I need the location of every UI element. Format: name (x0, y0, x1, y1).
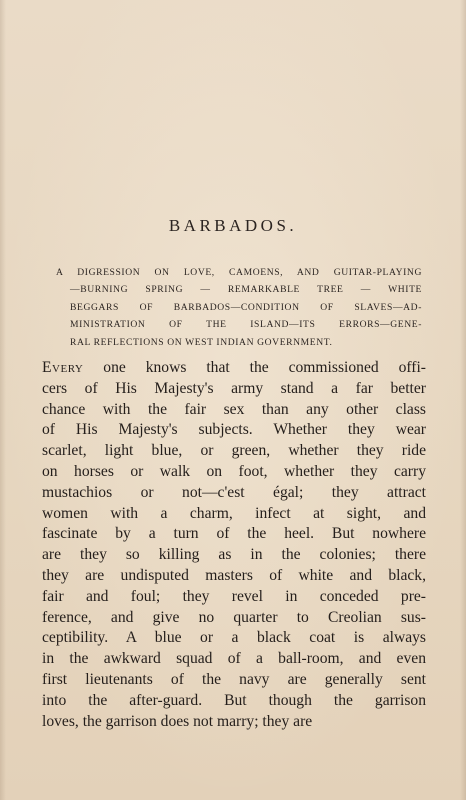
body-line-rest: one knows that the commissioned offi- (83, 359, 426, 376)
page-edge-shadow-right (460, 0, 466, 800)
synopsis-line: A DIGRESSION ON LOVE, CAMOENS, AND GUITAR-PLAYING (56, 267, 422, 278)
body-line: ceptibility. A blue or a black coat is always (42, 629, 426, 647)
body-line: mustachios or not—c'est égal; they attract (42, 483, 426, 501)
synopsis-line: BEGGARS OF BARBADOS—CONDITION OF SLAVES—AD- (70, 301, 422, 313)
body-line: first lieutenants of the navy are generally sent (42, 670, 426, 688)
body-line: of His Majesty's subjects. Whether they wear (42, 421, 426, 439)
body-text (42, 358, 426, 732)
body-line: fair and foul; they revel in conceded pre- (42, 587, 426, 605)
page-edge-shadow-left (0, 0, 6, 800)
body-line: in the awkward squad of a ball-room, and even (42, 650, 426, 668)
body-line: they are undisputed masters of white and black, (42, 566, 426, 584)
body-line: ference, and give no quarter to Creolian sus- (42, 608, 426, 626)
body-first-word: Every (42, 359, 84, 376)
body-line: fascinate by a turn of the heel. But nowhere (42, 525, 426, 543)
synopsis-line: MINISTRATION OF THE ISLAND—ITS ERRORS—GENE- (70, 319, 422, 331)
body-line: on horses or walk on foot, whether they carry (42, 462, 426, 480)
body-line: women with a charm, infect at sight, and (42, 504, 426, 522)
body-line: loves, the garrison does not marry; they are (42, 712, 313, 730)
synopsis-line: —BURNING SPRING — REMARKABLE TREE — WHITE (70, 284, 422, 296)
body-line: cers of His Majesty's army stand a far better (42, 379, 426, 397)
body-line: scarlet, light blue, or green, whether they ride (42, 442, 426, 460)
body-line: chance with the fair sex than any other class (42, 400, 426, 418)
chapter-synopsis (56, 264, 422, 351)
body-line (42, 358, 426, 379)
body-line: into the after-guard. But though the garrison (42, 691, 426, 709)
chapter-title: BARBADOS. (168, 216, 298, 235)
synopsis-line: RAL REFLECTIONS ON WEST INDIAN GOVERNMENT. (70, 336, 333, 348)
body-line: are they so killing as in the colonies; there (42, 546, 426, 564)
